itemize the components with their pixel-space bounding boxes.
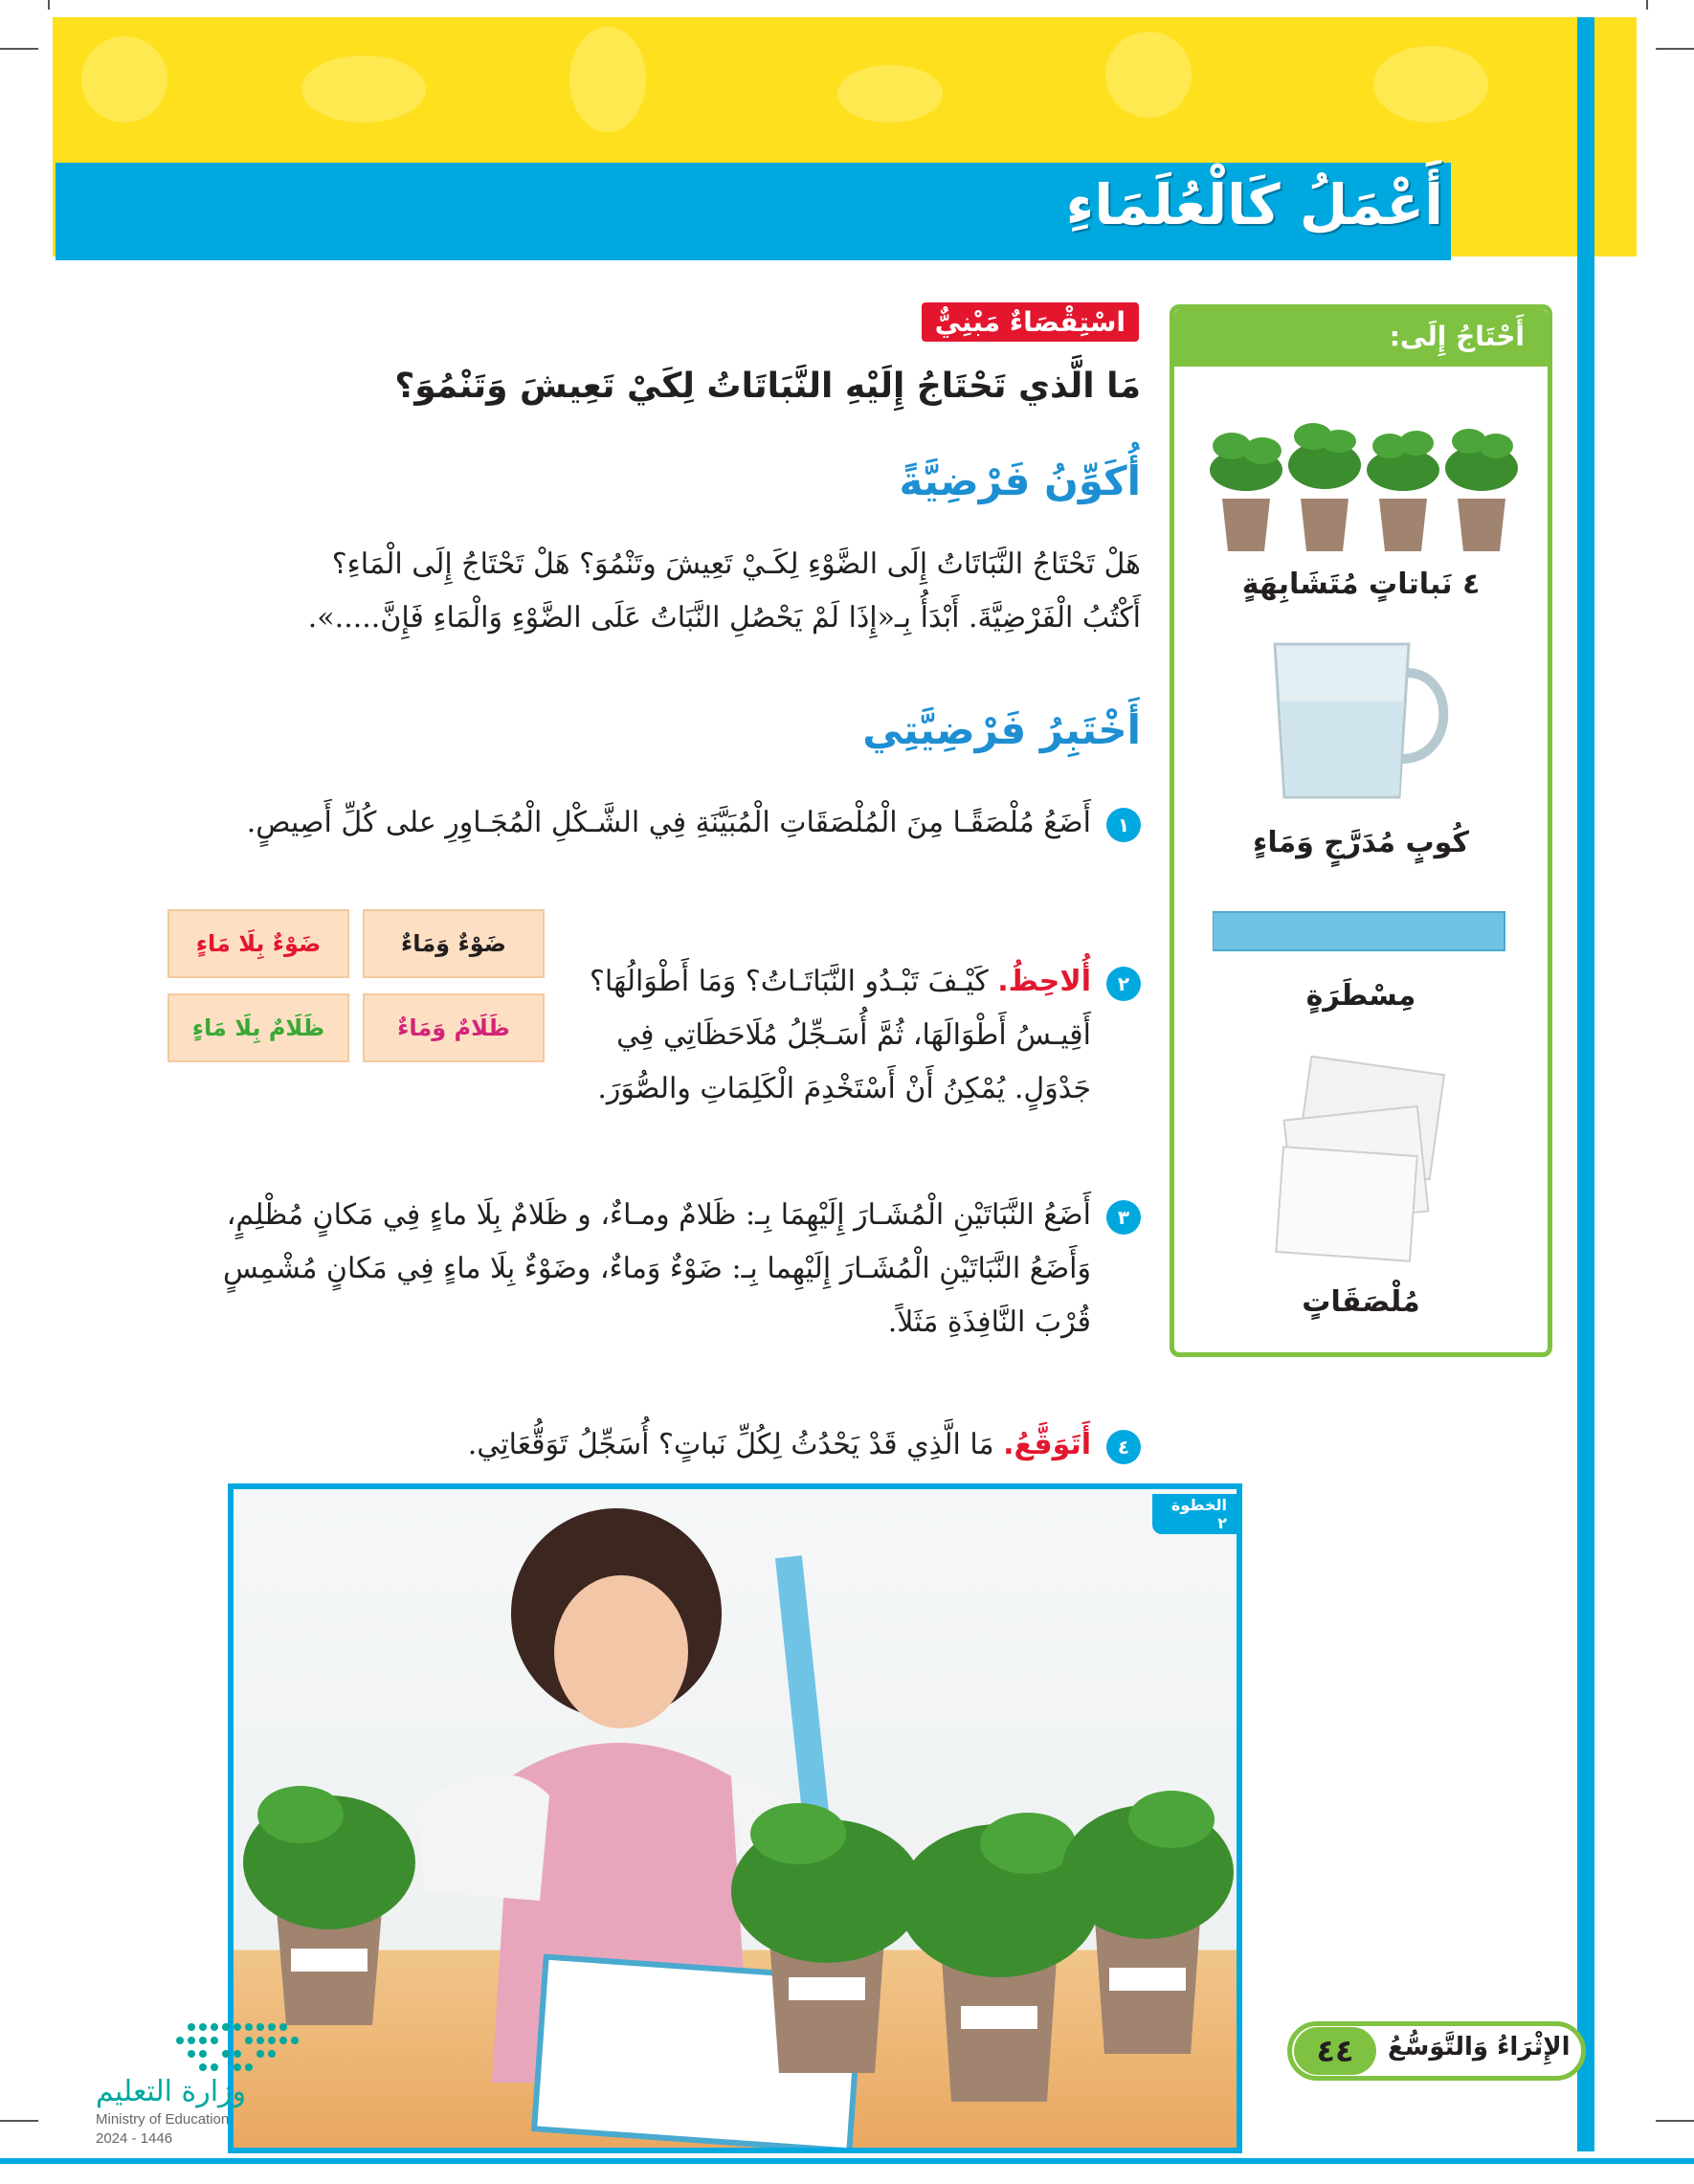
step-4 bbox=[184, 1418, 1141, 1472]
crop-mark bbox=[1656, 2120, 1694, 2122]
plant bbox=[1210, 433, 1282, 551]
ministry-name-ar: وزارة التعليم bbox=[96, 2075, 247, 2108]
plant bbox=[1445, 429, 1518, 551]
plants-icon bbox=[1193, 393, 1528, 556]
step-text: أَضَعُ مُلْصَقًـا مِنَ الْمُلْصَقَاتِ الْمُبَيَّنَةِ فِي الشَّـكْلِ الْمُجَـاوِرِ على كُلِّ أَصِيصٍ. bbox=[246, 806, 1091, 839]
step-1 bbox=[184, 796, 1141, 850]
header-decoration bbox=[301, 56, 426, 123]
sticker-dark-water: ظَلَامٌ وَمَاءٌ bbox=[363, 993, 545, 1062]
plant bbox=[1367, 431, 1439, 551]
step-number: ٣ bbox=[1106, 1200, 1141, 1235]
hypothesis-heading: أُكَوِّنُ فَرْضِيَّةً bbox=[899, 457, 1141, 504]
material-label: مُلْصَقَاتٍ bbox=[1302, 1285, 1420, 1319]
inquiry-badge: اسْتِقْصَاءٌ مَبْنِيٌّ bbox=[922, 302, 1139, 342]
material-label: ٤ نَباتاتٍ مُتَشَابِهَةٍ bbox=[1241, 568, 1481, 601]
materials-title: أَحْتَاجُ إِلَى: bbox=[1389, 321, 1525, 352]
bottom-rule bbox=[0, 2158, 1694, 2164]
crop-mark bbox=[1646, 0, 1648, 10]
page-title: أَعْمَلُ كَالْعُلَمَاءِ bbox=[1065, 172, 1443, 237]
test-heading: أَخْتَبِرُ فَرْضِيَّتِي bbox=[862, 706, 1141, 753]
step-keyword: أَتَوَقَّعُ. bbox=[1003, 1428, 1091, 1461]
photo-plant bbox=[243, 1786, 415, 2025]
sticker-light-water: ضَوْءٌ وَمَاءٌ bbox=[363, 909, 545, 978]
step-number: ٢ bbox=[1106, 967, 1141, 1001]
material-label: كُوبٍ مُدَرَّجٍ وَمَاءٍ bbox=[1253, 826, 1469, 859]
hypothesis-line: هَلْ تَحْتَاجُ النَّبَاتَاتُ إِلَى الضَّوْءِ لِكَـيْ تَعِيشَ وتَنْمُوَ؟ هَلْ تَحْتَاجُ إِلَى الْمَاءِ؟ bbox=[331, 547, 1141, 581]
step-text: أَضَعُ النَّبَاتَيْنِ الْمُشَـارَ إِلَيْهِمَا بِـ: ظَلامٌ ومـاءٌ، و ظَلامٌ بِلَا ماءٍ فِي مَكانٍ مُظْلِمٍ، وَأَضَعُ النَّبَاتَيْنِ الْمُشَـارَ إِلَيْهِما بِـ: ضَوْءٌ وَماءٌ، وضَوْءٌ بِلَا ماءٍ فِي مَكانٍ مُشْمِسٍ قُرْبَ النَّافِذَةِ مَثَلاً. bbox=[222, 1198, 1091, 1339]
crop-mark bbox=[48, 0, 50, 10]
labels-icon bbox=[1265, 1056, 1457, 1266]
side-bar bbox=[1577, 17, 1594, 2151]
ministry-name-en: Ministry of Education bbox=[96, 2111, 230, 2128]
crop-mark bbox=[0, 2120, 38, 2122]
sticker-dark-no-water: ظَلَامٌ بِلَا مَاءٍ bbox=[167, 993, 349, 1062]
step-number: ٤ bbox=[1106, 1430, 1141, 1464]
step-number: ١ bbox=[1106, 808, 1141, 842]
material-label: مِسْطَرَةٍ bbox=[1305, 979, 1416, 1013]
sticker-light-no-water: ضَوْءٌ بِلَا مَاءٍ bbox=[167, 909, 349, 978]
page-number: ٤٤ bbox=[1294, 2027, 1376, 2075]
footer-section-name: الإِثْرَاءُ وَالتَّوَسُّعُ bbox=[1388, 2033, 1571, 2061]
experiment-photo bbox=[228, 1483, 1242, 2153]
header-decoration bbox=[81, 36, 167, 123]
plant bbox=[1288, 423, 1361, 551]
crop-mark bbox=[1656, 48, 1694, 50]
hypothesis-line: أَكْتُبُ الْفَرْضِيَّةَ. أَبْدَأُ بِـ«إِذَا لَمْ يَحْصُلِ النَّبَاتُ عَلَى الضَّوْءِ وَالْمَاءِ فَإِنَّ.....». bbox=[307, 601, 1141, 635]
crop-mark bbox=[0, 48, 38, 50]
measuring-cup-icon bbox=[1256, 625, 1466, 807]
header-decoration bbox=[837, 65, 943, 123]
hypothesis-text bbox=[184, 538, 1141, 645]
materials-box bbox=[1170, 304, 1552, 1357]
photo-step-tag: الخطوة ٢ bbox=[1152, 1494, 1237, 1534]
sticker-labels bbox=[167, 909, 546, 1067]
inquiry-question: مَا الَّذي تَحْتَاجُ إِلَيْهِ النَّبَاتَاتُ لِكَيْ تَعِيشَ وَتَنْمُوَ؟ bbox=[394, 367, 1141, 406]
ruler-icon bbox=[1213, 907, 1509, 955]
title-underline bbox=[56, 256, 1451, 260]
edition-year: 2024 - 1446 bbox=[96, 2130, 173, 2147]
header-decoration bbox=[569, 27, 646, 132]
step-3 bbox=[184, 1189, 1141, 1349]
step-text: كَيْـفَ تَبْـدُو النَّبَاتَـاتُ؟ وَمَا أَطْوَالُهَا؟ أَقِيـسُ أَطْوَالَهَا، ثُمَّ أُسَـجِّلُ مُلَاحَظَاتِي فِي جَدْوَلٍ. يُمْكِنُ أَنْ أَسْتَخْدِمَ الْكَلِمَاتِ والصُّوَرَ. bbox=[589, 965, 1091, 1105]
step-text: مَا الَّذِي قَدْ يَحْدُثُ لِكُلِّ نَباتٍ؟ أُسَجِّلُ تَوَقُّعَاتِي. bbox=[467, 1428, 994, 1461]
step-keyword: أُلاحِظُ. bbox=[997, 965, 1091, 998]
ministry-logo-icon bbox=[96, 2019, 345, 2077]
header-decoration bbox=[1373, 46, 1488, 123]
girl-measuring-plants-image bbox=[234, 1489, 1237, 2148]
header-decoration bbox=[1105, 32, 1192, 118]
